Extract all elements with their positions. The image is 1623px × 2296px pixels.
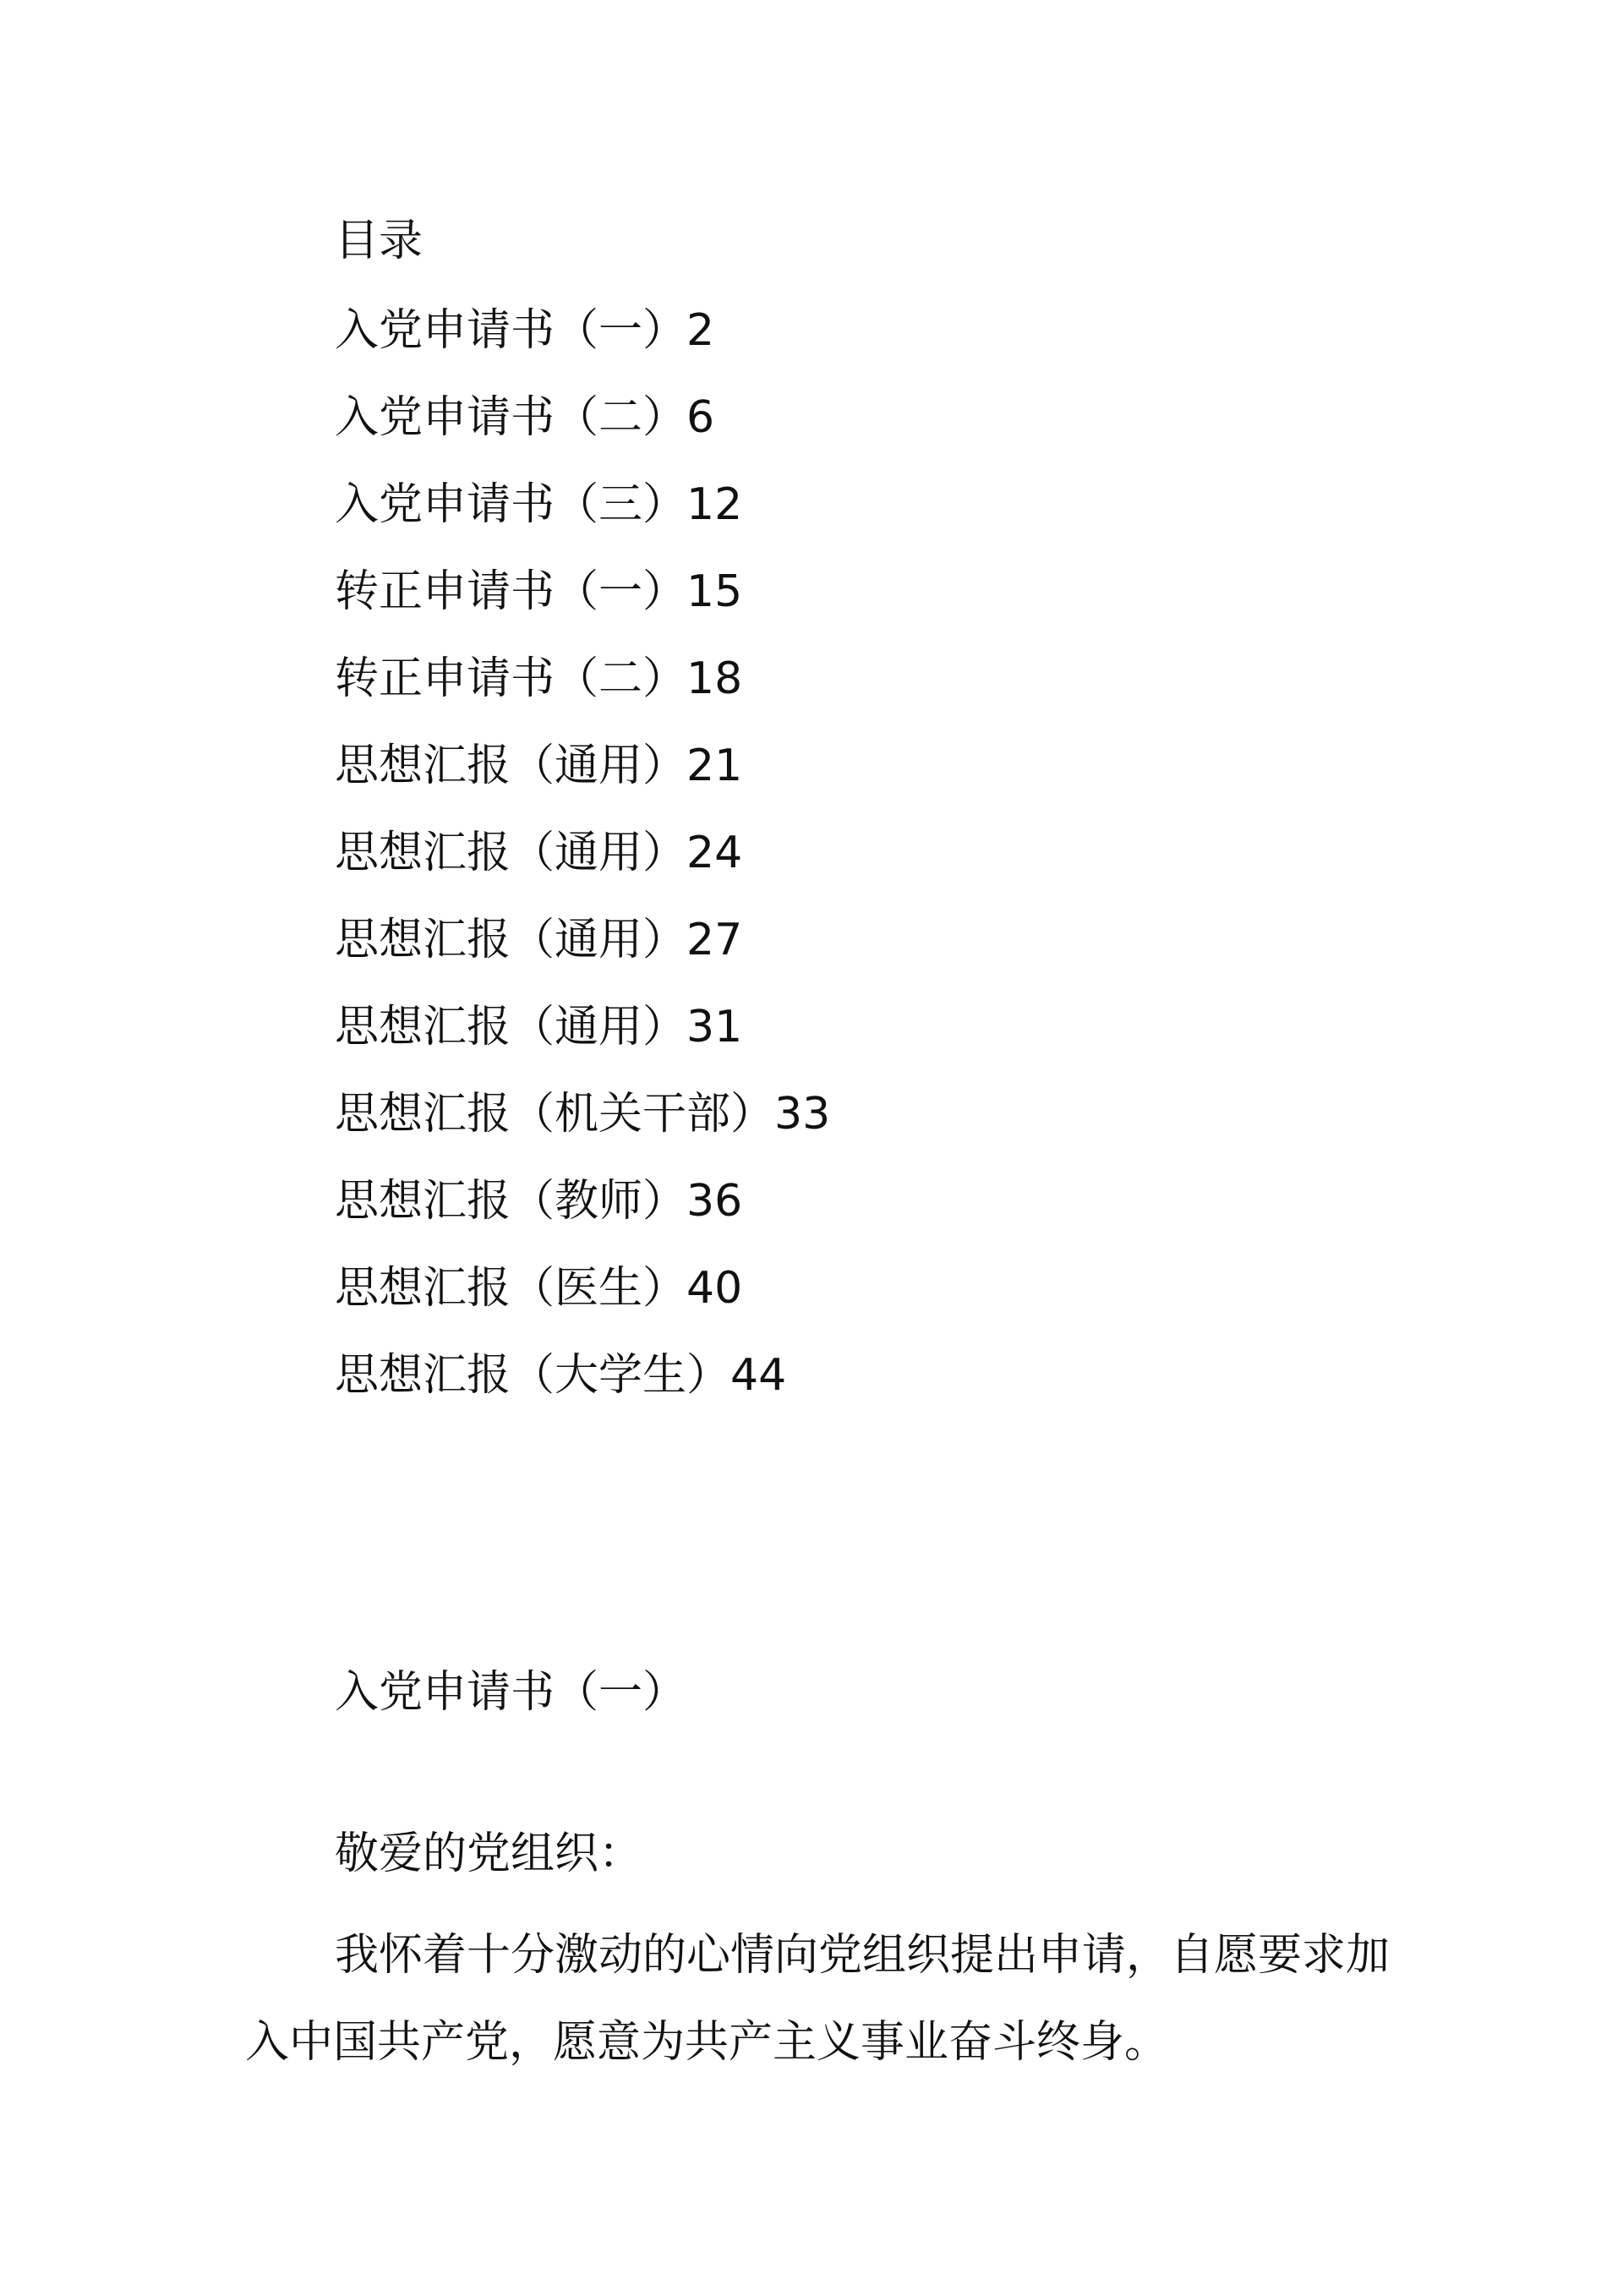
toc-item-label: 思想汇报（大学生） xyxy=(335,1350,731,1401)
body-paragraph: 我怀着十分激动的心情向党组织提出申请，自愿要求加入中国共产党，愿意为共产主义事业奋斗终身。 xyxy=(245,1930,1391,2068)
toc-item-label: 入党申请书（三） xyxy=(335,479,687,530)
toc-item-page: 24 xyxy=(686,828,743,878)
toc-item-page: 36 xyxy=(686,1176,743,1227)
toc-item[interactable] xyxy=(335,736,1434,823)
toc-item-label: 入党申请书（一） xyxy=(335,305,687,356)
toc-item-label: 转正申请书（二） xyxy=(335,653,687,704)
toc-item-page: 40 xyxy=(686,1263,743,1314)
toc-item-page: 15 xyxy=(686,566,743,617)
toc-item[interactable] xyxy=(335,998,1434,1085)
toc-item-page: 44 xyxy=(730,1350,787,1401)
salutation: 敬爱的党组织： xyxy=(335,1829,643,1879)
toc-item[interactable] xyxy=(335,562,1434,649)
toc-title: 目录 xyxy=(335,216,424,266)
toc-item[interactable] xyxy=(335,910,1434,998)
toc-item[interactable] xyxy=(335,823,1434,910)
toc-item-page: 31 xyxy=(686,1002,743,1052)
toc-item-label: 思想汇报（通用） xyxy=(335,915,687,965)
toc-item-label: 思想汇报（通用） xyxy=(335,828,687,878)
toc-item-page: 21 xyxy=(686,741,743,791)
toc-item[interactable] xyxy=(335,1172,1434,1259)
toc-item[interactable] xyxy=(335,1346,1434,1433)
toc-item-label: 思想汇报（通用） xyxy=(335,1002,687,1052)
toc-item-page: 27 xyxy=(686,915,743,965)
toc-item-label: 思想汇报（通用） xyxy=(335,741,687,791)
toc-item[interactable] xyxy=(335,301,1434,388)
toc-item[interactable] xyxy=(335,1259,1434,1346)
toc-item-page: 18 xyxy=(686,653,743,704)
toc-item-page: 2 xyxy=(686,305,715,356)
toc-item[interactable] xyxy=(335,475,1434,562)
toc-item-page: 12 xyxy=(686,479,743,530)
toc-item-label: 转正申请书（一） xyxy=(335,566,687,617)
toc-item-label: 入党申请书（二） xyxy=(335,392,687,443)
toc-item[interactable] xyxy=(335,388,1434,475)
toc-item[interactable] xyxy=(335,1085,1434,1172)
toc-item-label: 思想汇报（教师） xyxy=(335,1176,687,1227)
toc-item-page: 6 xyxy=(686,392,715,443)
section-title: 入党申请书（一） xyxy=(335,1667,687,1718)
toc-item-page: 33 xyxy=(774,1089,831,1140)
toc-item-label: 思想汇报（机关干部） xyxy=(335,1089,775,1140)
toc-list xyxy=(335,301,1434,1433)
toc-item[interactable] xyxy=(335,649,1434,736)
toc-item-label: 思想汇报（医生） xyxy=(335,1263,687,1314)
